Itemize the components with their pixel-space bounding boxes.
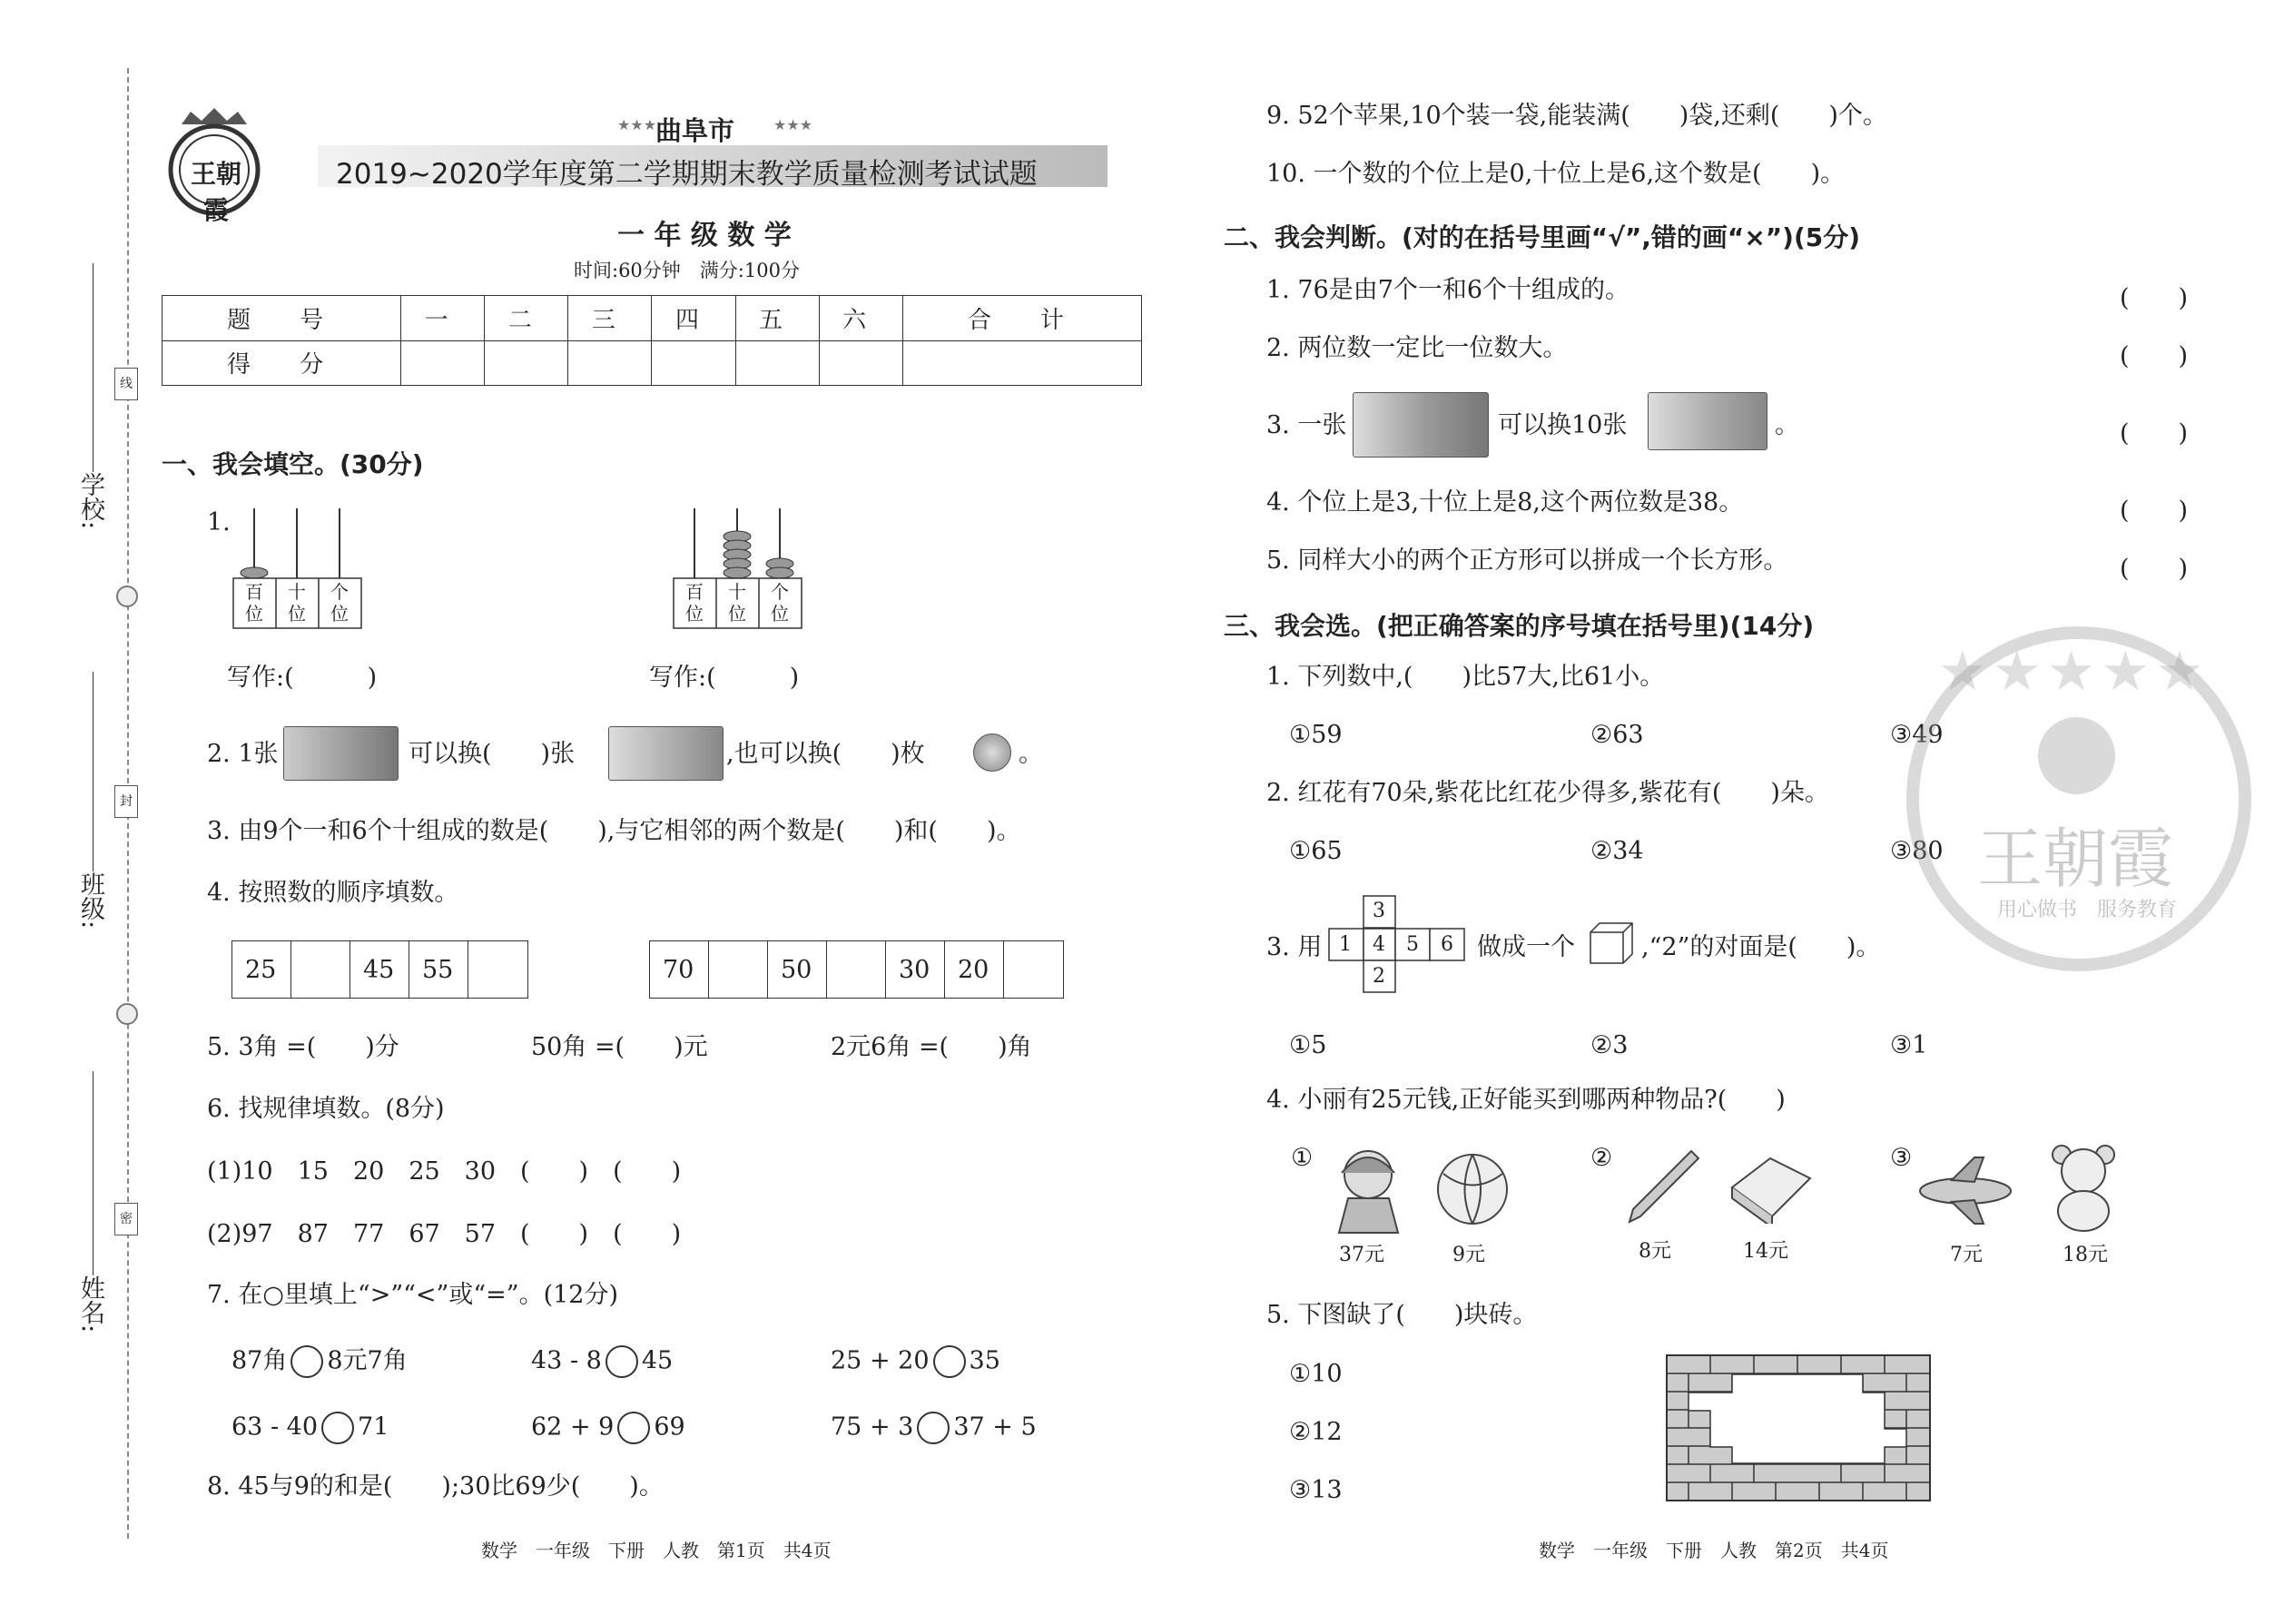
q3-text: 3. 由9个一和6个十组成的数是( ),与它相邻的两个数是( )和( )。 bbox=[207, 817, 1021, 845]
net-cell: 3 bbox=[1373, 900, 1385, 922]
q8-text[interactable]: 8. 45与9的和是( );30比69少( )。 bbox=[207, 1472, 664, 1501]
score-cell[interactable] bbox=[485, 340, 568, 386]
judge-answer[interactable]: ( ) bbox=[2120, 342, 2189, 370]
score-cell[interactable] bbox=[652, 340, 735, 386]
option-mark: ① bbox=[1291, 1144, 1314, 1172]
q7-right: 71 bbox=[358, 1412, 389, 1442]
choice-option: ②3 bbox=[1590, 1031, 1629, 1059]
judge-answer[interactable]: ( ) bbox=[2120, 497, 2189, 525]
score-cell[interactable] bbox=[401, 340, 485, 386]
price-label: 18元 bbox=[2063, 1244, 2108, 1266]
name-field[interactable] bbox=[93, 1071, 94, 1275]
q2-text-d: 。 bbox=[1019, 740, 1043, 768]
brick-wall bbox=[1666, 1354, 1931, 1501]
watermark-slogan: 用心做书 服务教育 bbox=[1997, 899, 2178, 921]
choice-option: ③1 bbox=[1890, 1031, 1928, 1059]
eraser-icon bbox=[1725, 1151, 1816, 1227]
net-cell: 1 bbox=[1339, 933, 1352, 956]
q2-text-c: ,也可以换( )枚 bbox=[726, 740, 925, 768]
judge-5: 5. 同样大小的两个正方形可以拼成一个长方形。 bbox=[1266, 546, 1788, 575]
judge-answer[interactable]: ( ) bbox=[2120, 555, 2189, 583]
net-cell: 2 bbox=[1373, 965, 1385, 988]
abacus-label: 十位 bbox=[728, 581, 746, 625]
page-1-footer: 数学 一年级 下册 人教 第1页 共4页 bbox=[481, 1540, 832, 1561]
watermark-name: 王朝霞 bbox=[1977, 821, 2174, 897]
q9-text[interactable]: 9. 52个苹果,10个装一袋,能装满( )袋,还剩( )个。 bbox=[1266, 102, 1887, 130]
seq-cell[interactable] bbox=[468, 941, 527, 998]
choice-4[interactable]: 4. 小丽有25元钱,正好能买到哪两种物品?( ) bbox=[1266, 1086, 1786, 1114]
judge-answer[interactable]: ( ) bbox=[2120, 419, 2189, 448]
sequence-b bbox=[649, 940, 1064, 999]
choice-option: ③80 bbox=[1890, 837, 1944, 865]
abacus-label: 个位 bbox=[771, 581, 789, 625]
section-1-title: 一、我会填空。(30分) bbox=[162, 449, 424, 479]
q7-text: 7. 在○里填上“>”“<”或“=”。(12分) bbox=[207, 1281, 619, 1309]
compare-circle[interactable] bbox=[290, 1345, 323, 1378]
q7-item bbox=[231, 1412, 389, 1444]
q6-text: 6. 找规律填数。(8分) bbox=[207, 1095, 445, 1123]
exam-meta: 时间:60分钟 满分:100分 bbox=[574, 260, 800, 281]
q7-left: 87角 bbox=[231, 1346, 288, 1375]
line-tag: 线 bbox=[114, 368, 138, 400]
choice-option: ①59 bbox=[1289, 721, 1343, 749]
judge-3-c: 。 bbox=[1775, 411, 1799, 439]
watermark-portrait-icon bbox=[2038, 717, 2115, 794]
compare-circle[interactable] bbox=[933, 1345, 966, 1378]
score-header-cell: 五 bbox=[735, 296, 819, 341]
option-mark: ③ bbox=[1890, 1144, 1913, 1172]
q2-text-b: 可以换( )张 bbox=[409, 740, 576, 768]
q7-left: 43 - 8 bbox=[531, 1346, 602, 1375]
score-cell[interactable] bbox=[735, 340, 819, 386]
city-title: 曲阜市 bbox=[655, 115, 735, 146]
score-header-cell: 三 bbox=[568, 296, 652, 341]
seq-cell: 25 bbox=[232, 941, 291, 998]
compare-circle[interactable] bbox=[605, 1345, 638, 1378]
abacus-label: 个位 bbox=[330, 581, 349, 625]
score-header-cell: 一 bbox=[401, 296, 485, 341]
seq-cell: 20 bbox=[945, 941, 1004, 998]
q10-text[interactable]: 10. 一个数的个位上是0,十位上是6,这个数是( )。 bbox=[1266, 160, 1846, 188]
score-cell[interactable] bbox=[819, 340, 902, 386]
seq-cell: 70 bbox=[650, 941, 709, 998]
judge-answer[interactable]: ( ) bbox=[2120, 284, 2189, 312]
airplane-icon bbox=[1911, 1153, 2020, 1234]
class-field[interactable] bbox=[93, 672, 94, 871]
choice-3-c[interactable]: ,“2”的对面是( )。 bbox=[1641, 933, 1881, 961]
choice-1[interactable]: 1. 下列数中,( )比57大,比61小。 bbox=[1266, 663, 1665, 691]
score-table-header-row bbox=[162, 296, 1142, 341]
q7-right: 37 + 5 bbox=[953, 1412, 1037, 1442]
watermark-star-icon: ★★★★★ bbox=[1938, 640, 2210, 704]
doll-icon bbox=[1325, 1146, 1412, 1240]
banknote-1-icon bbox=[608, 726, 724, 781]
price-label: 7元 bbox=[1950, 1244, 1983, 1266]
coin-icon bbox=[973, 733, 1011, 772]
choice-option: ③13 bbox=[1289, 1476, 1343, 1504]
logo-text: 王朝霞 bbox=[190, 159, 241, 225]
class-label: 班级: bbox=[76, 871, 104, 930]
q7-left: 62 + 9 bbox=[531, 1412, 615, 1442]
q6-row-2[interactable]: (2)97 87 77 67 57 ( ) ( ) bbox=[207, 1220, 682, 1248]
teddy-bear-icon bbox=[2047, 1142, 2120, 1236]
score-header-cell: 二 bbox=[485, 296, 568, 341]
seal-tag: 封 bbox=[114, 785, 138, 818]
subject-title: 一 年 级 数 学 bbox=[617, 220, 792, 251]
q7-left: 75 + 3 bbox=[831, 1412, 914, 1442]
banknote-10-icon bbox=[1648, 392, 1767, 450]
score-table-score-row bbox=[162, 340, 1142, 386]
seq-cell: 30 bbox=[886, 941, 945, 998]
q1-answer-b[interactable]: 写作:( ) bbox=[649, 664, 800, 692]
choice-option: ②63 bbox=[1590, 721, 1644, 749]
seq-cell: 55 bbox=[409, 941, 468, 998]
judge-2: 2. 两位数一定比一位数大。 bbox=[1266, 334, 1568, 362]
seq-cell[interactable] bbox=[709, 941, 768, 998]
compare-circle[interactable] bbox=[321, 1412, 354, 1444]
judge-3-b: 可以换10张 bbox=[1498, 411, 1628, 439]
choice-3-a: 3. 用 bbox=[1266, 933, 1323, 961]
q7-item bbox=[831, 1345, 1000, 1378]
q7-left: 63 - 40 bbox=[231, 1412, 319, 1442]
price-label: 14元 bbox=[1743, 1240, 1788, 1263]
school-field[interactable] bbox=[93, 263, 94, 472]
choice-2[interactable]: 2. 红花有70朵,紫花比红花少得多,紫花有( )朵。 bbox=[1266, 779, 1829, 807]
q7-right: 35 bbox=[969, 1346, 1000, 1375]
score-header-cell: 合 计 bbox=[902, 296, 1141, 341]
section-2-title: 二、我会判断。(对的在括号里画“√”,错的画“×”)(5分) bbox=[1224, 222, 1861, 252]
choice-option: ①10 bbox=[1289, 1360, 1343, 1388]
q7-item bbox=[531, 1345, 673, 1378]
binding-hole-icon bbox=[116, 586, 138, 607]
binding-hole-icon bbox=[116, 1003, 138, 1025]
choice-option: ②34 bbox=[1590, 837, 1644, 865]
q7-right: 45 bbox=[641, 1346, 674, 1375]
score-cell[interactable] bbox=[568, 340, 652, 386]
page-2-footer: 数学 一年级 下册 人教 第2页 共4页 bbox=[1539, 1540, 1889, 1561]
compare-circle[interactable] bbox=[617, 1412, 650, 1444]
banknote-100-icon bbox=[1353, 392, 1489, 458]
q1-number: 1. bbox=[207, 508, 231, 536]
dense-tag: 密 bbox=[114, 1203, 138, 1235]
seq-cell[interactable] bbox=[291, 941, 350, 998]
q7-item bbox=[531, 1412, 685, 1444]
q7-right: 69 bbox=[654, 1412, 685, 1442]
seq-cell: 45 bbox=[350, 941, 409, 998]
q7-item bbox=[231, 1345, 408, 1378]
cube-icon bbox=[1589, 921, 1634, 965]
judge-3-a: 3. 一张 bbox=[1266, 411, 1347, 439]
score-header-cell: 题 号 bbox=[162, 296, 401, 341]
choice-3-b: 做成一个 bbox=[1477, 933, 1575, 961]
q2-text-a: 2. 1张 bbox=[207, 740, 279, 768]
school-label: 学校: bbox=[76, 472, 104, 530]
option-mark: ② bbox=[1590, 1144, 1613, 1172]
choice-5[interactable]: 5. 下图缺了( )块砖。 bbox=[1266, 1301, 1538, 1329]
ball-icon bbox=[1434, 1151, 1511, 1232]
choice-option: ①65 bbox=[1289, 837, 1343, 865]
name-label: 姓名: bbox=[76, 1275, 104, 1334]
q5-b[interactable]: 50角 =( )元 bbox=[531, 1033, 708, 1061]
exam-title: 2019~2020学年度第二学期期末教学质量检测考试试题 bbox=[336, 158, 1038, 191]
compare-circle[interactable] bbox=[917, 1412, 950, 1444]
section-3-title: 三、我会选。(把正确答案的序号填在括号里)(14分) bbox=[1224, 611, 1815, 641]
q6-row-1[interactable]: (1)10 15 20 25 30 ( ) ( ) bbox=[207, 1157, 682, 1186]
header-star-icon: ★★★ bbox=[773, 116, 813, 133]
price-label: 37元 bbox=[1339, 1244, 1384, 1266]
score-header-cell: 六 bbox=[819, 296, 902, 341]
net-cell: 6 bbox=[1441, 933, 1453, 956]
abacus-label: 十位 bbox=[288, 581, 306, 625]
price-label: 9元 bbox=[1452, 1244, 1485, 1266]
banknote-5-icon bbox=[283, 726, 399, 781]
seq-cell: 50 bbox=[768, 941, 827, 998]
price-label: 8元 bbox=[1639, 1240, 1671, 1263]
q4-text: 4. 按照数的顺序填数。 bbox=[207, 879, 459, 907]
sequence-a bbox=[231, 940, 528, 999]
q7-right: 8元7角 bbox=[327, 1346, 408, 1375]
pen-icon bbox=[1620, 1146, 1702, 1231]
choice-option: ①5 bbox=[1289, 1031, 1327, 1059]
score-table bbox=[162, 295, 1142, 386]
score-header-cell: 四 bbox=[652, 296, 735, 341]
choice-option: ②12 bbox=[1289, 1418, 1343, 1446]
seq-cell[interactable] bbox=[1004, 941, 1063, 998]
q5-a[interactable]: 5. 3角 =( )分 bbox=[207, 1033, 399, 1061]
q1-answer-a[interactable]: 写作:( ) bbox=[227, 664, 378, 692]
judge-1: 1. 76是由7个一和6个十组成的。 bbox=[1266, 276, 1630, 304]
score-cell[interactable] bbox=[902, 340, 1141, 386]
header-star-icon: ★★★ bbox=[617, 116, 657, 133]
q7-item bbox=[831, 1412, 1037, 1444]
net-cell: 4 bbox=[1373, 933, 1385, 956]
q5-c[interactable]: 2元6角 =( )角 bbox=[831, 1033, 1032, 1061]
abacus-label: 百位 bbox=[685, 581, 704, 625]
judge-4: 4. 个位上是3,十位上是8,这个两位数是38。 bbox=[1266, 488, 1744, 517]
score-row-label: 得 分 bbox=[162, 340, 401, 386]
abacus-label: 百位 bbox=[245, 581, 263, 625]
net-cell: 5 bbox=[1406, 933, 1419, 956]
choice-option: ③49 bbox=[1890, 721, 1944, 749]
q7-left: 25 + 20 bbox=[831, 1346, 930, 1375]
seq-cell[interactable] bbox=[827, 941, 886, 998]
